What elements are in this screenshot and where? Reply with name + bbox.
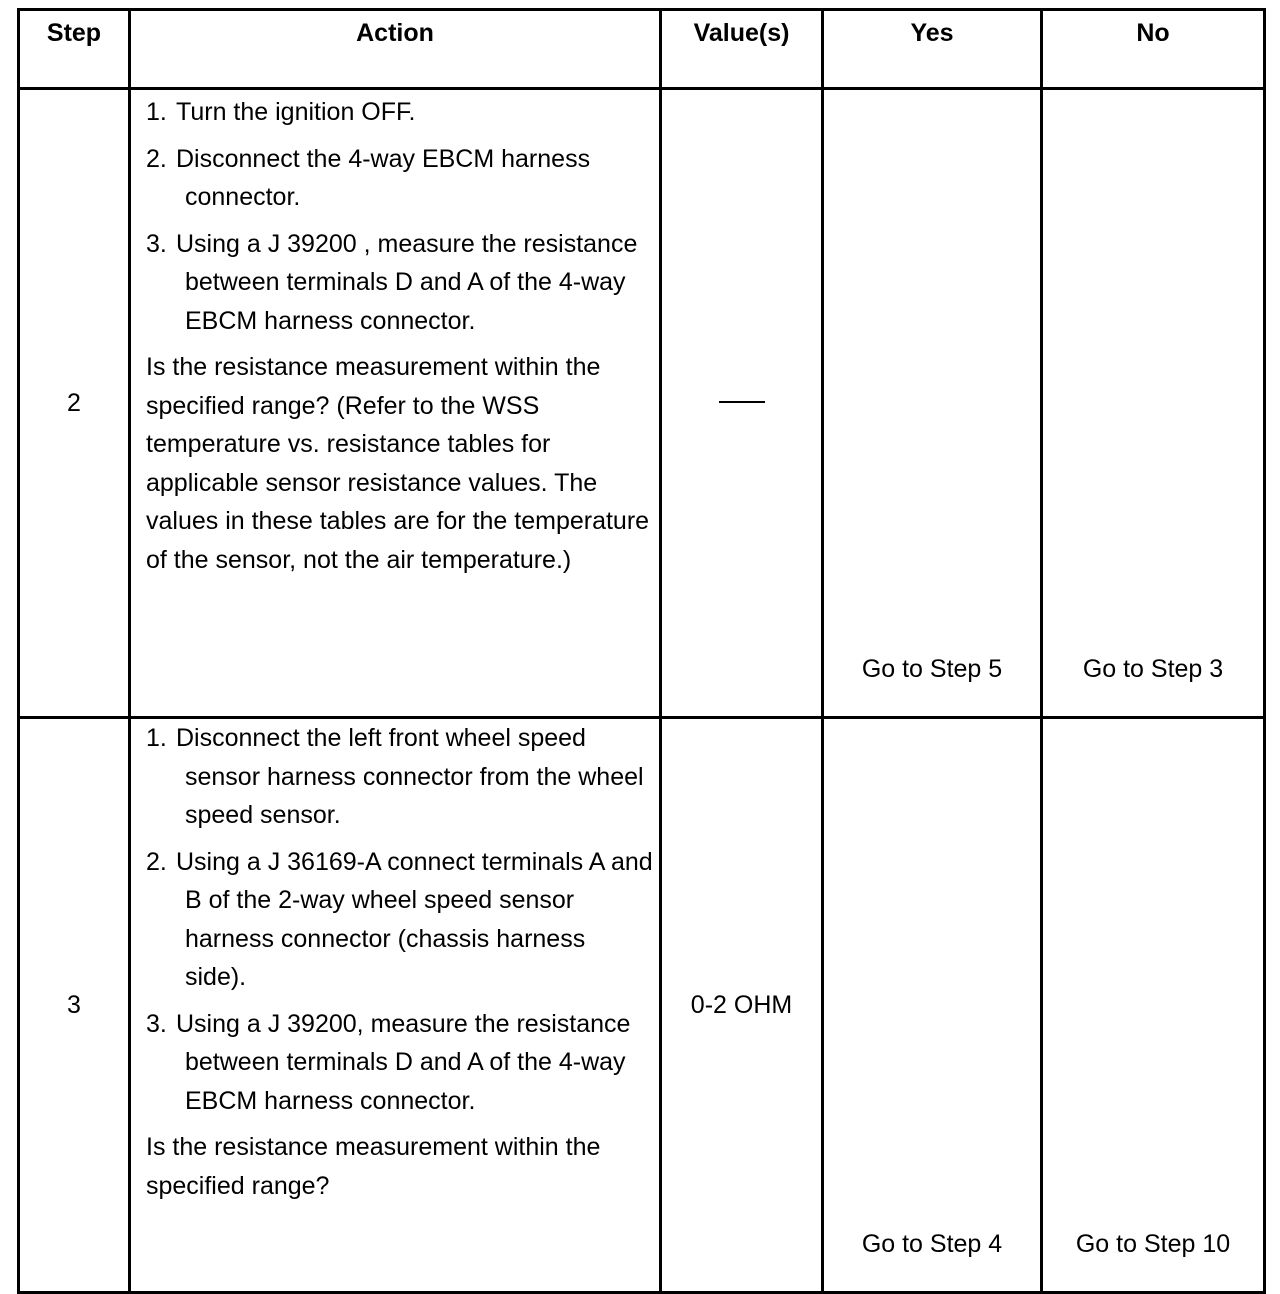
action-step-number: 2. <box>146 144 167 173</box>
action-steps <box>146 93 653 340</box>
diagnostic-table <box>17 8 1266 1294</box>
values-cell <box>661 89 823 718</box>
table-row-step-2 <box>19 89 1265 718</box>
action-step-text: Using a J 39200 , measure the resistance between terminals D and A of the 4-way EBCM harness connector. <box>176 229 638 335</box>
no-outcome: Go to Step 10 <box>1042 718 1265 1293</box>
no-value-dash <box>719 401 765 403</box>
table-row-step-3 <box>19 718 1265 1293</box>
action-cell <box>130 89 661 718</box>
action-step-number: 3. <box>146 229 167 258</box>
action-step-number: 1. <box>146 724 167 752</box>
step-number: 3 <box>19 718 130 1293</box>
action-step <box>146 225 653 341</box>
action-step <box>146 719 653 835</box>
action-step <box>146 1005 653 1121</box>
header-row <box>19 10 1265 89</box>
action-step-text: Turn the ignition OFF. <box>176 98 416 126</box>
action-steps <box>146 719 653 1120</box>
header-no: No <box>1042 10 1265 89</box>
action-step-text: Using a J 39200, measure the resistance between terminals D and A of the 4-way EBCM harness connector. <box>176 1009 631 1115</box>
action-step <box>146 843 653 997</box>
no-outcome: Go to Step 3 <box>1042 89 1265 718</box>
action-question: Is the resistance measurement within the specified range? <box>146 1133 601 1200</box>
action-step-text: Disconnect the 4-way EBCM harness connector. <box>176 144 591 211</box>
action-question: Is the resistance measurement within the specified range? (Refer to the WSS temperature vs. resistance tables for applicable sensor resistance values. The values in these tables are for the temperature of the sensor, not the air temperature.) <box>146 353 650 574</box>
yes-outcome: Go to Step 4 <box>823 718 1042 1293</box>
action-step-text: Using a J 36169-A connect terminals A and B of the 2-way wheel speed sensor harness connector (chassis harness side). <box>176 847 653 991</box>
action-step <box>146 93 653 132</box>
header-step: Step <box>19 10 130 89</box>
action-step-number: 3. <box>146 1009 167 1038</box>
values-cell: 0-2 OHM <box>661 718 823 1293</box>
action-step <box>146 140 653 217</box>
step-number: 2 <box>19 89 130 718</box>
header-yes: Yes <box>823 10 1042 89</box>
header-values: Value(s) <box>661 10 823 89</box>
yes-outcome: Go to Step 5 <box>823 89 1042 718</box>
action-step-text: Disconnect the left front wheel speed sensor harness connector from the wheel speed sensor. <box>176 724 644 829</box>
action-step-number: 2. <box>146 847 167 876</box>
action-step-number: 1. <box>146 98 167 126</box>
action-cell <box>130 718 661 1293</box>
header-action: Action <box>130 10 661 89</box>
